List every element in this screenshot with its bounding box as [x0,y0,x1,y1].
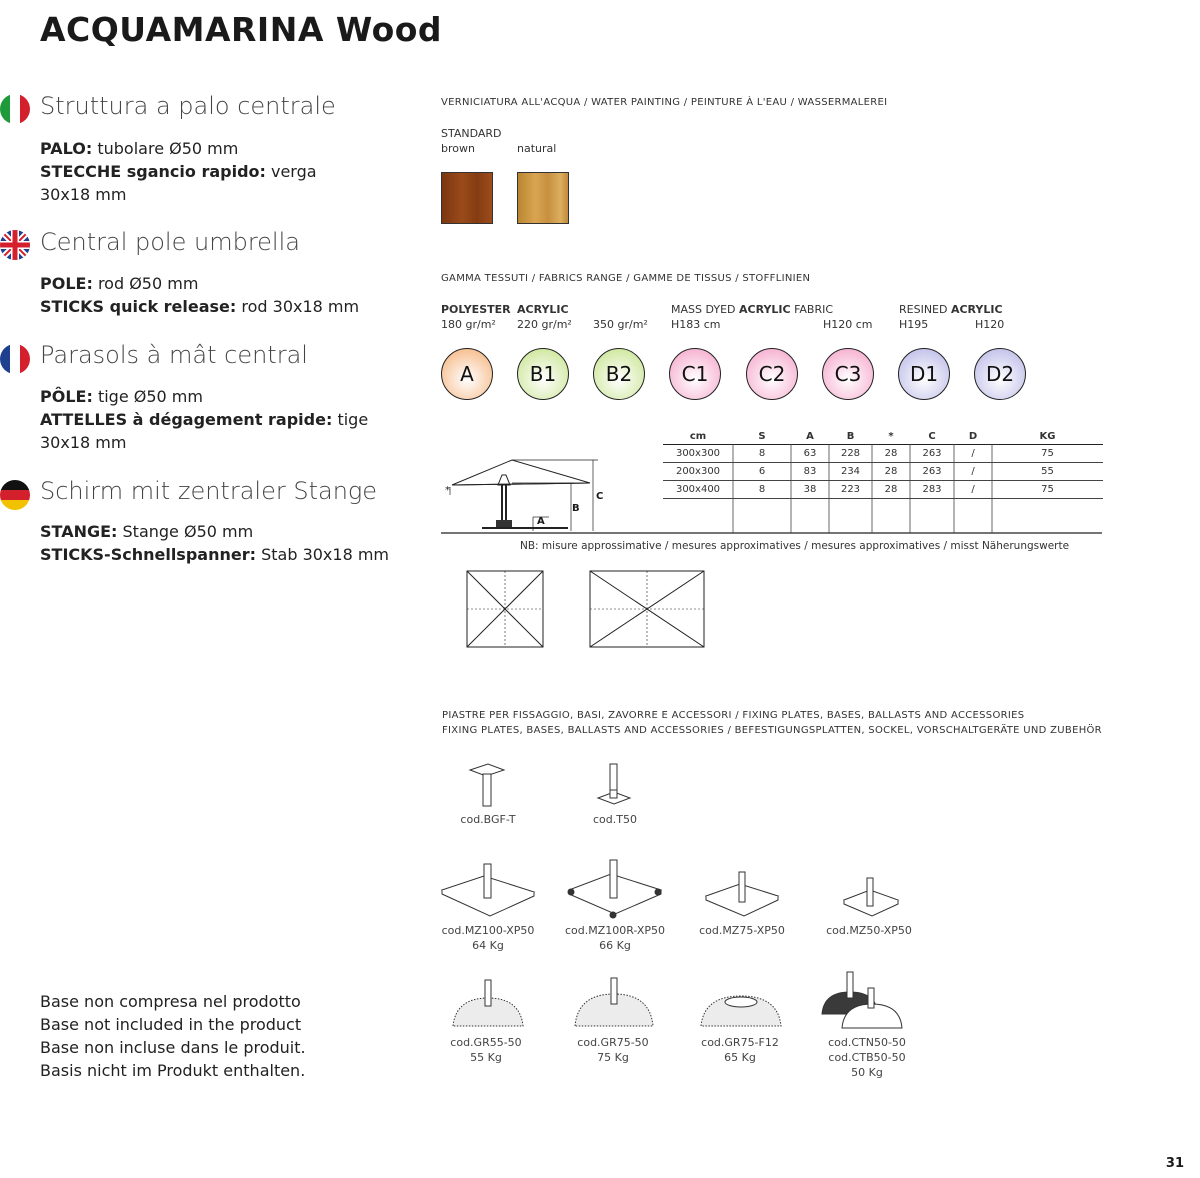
table-cell: 6 [758,466,766,477]
section-body [40,272,359,318]
diagram-label-c: C [596,491,604,502]
base-gr75-icon [572,976,656,1032]
accessory-weight: 66 Kg [599,939,631,952]
fabric-circle: D2 [974,348,1026,400]
table-cell: 28 [884,484,898,495]
spec-value: Stab 30x18 mm [256,545,390,564]
fabric-resined-label [899,303,1003,316]
accessories-heading: FIXING PLATES, BASES, BALLASTS AND ACCESSORIES / BEFESTIGUNGSPLATTEN, SOCKEL, VORSCHALTGERÄTE UND ZUBEHÖR [442,725,1102,736]
section-french [0,341,400,461]
accessory-weight: 50 Kg [851,1066,883,1079]
spec-key: PÔLE: [40,387,93,406]
table-cell: 8 [758,448,766,459]
spec-value: rod 30x18 mm [236,297,360,316]
note-line: Basis nicht im Produkt enthalten. [40,1061,306,1080]
accessory-code: cod.MZ75-XP50 [699,924,785,937]
accessory-code: cod.BGF-T [460,813,516,826]
fabric-circle: A [441,348,493,400]
accessory-code: cod.CTB50-50 [828,1051,906,1064]
section-heading: Schirm mit zentraler Stange [40,477,378,505]
fabric-weight: 350 gr/m² [593,318,648,331]
fabric-polyester-label: POLYESTER [441,303,511,316]
table-cell: 223 [840,484,861,495]
table-cell: 8 [758,484,766,495]
spec-value: tige Ø50 mm [92,387,203,406]
table-header: KG [992,428,1103,445]
fabric-circle: D1 [898,348,950,400]
table-cell: 55 [1041,466,1054,477]
note-line: Base not included in the product [40,1015,302,1034]
label-part: RESINED [899,303,951,316]
note-line: Base non compresa nel prodotto [40,992,301,1011]
label-part: ACRYLIC [738,303,791,316]
section-body [40,520,389,566]
fabric-weight: 220 gr/m² [517,318,572,331]
spec-key: STANGE: [40,522,118,541]
base-not-included-note [40,990,306,1082]
accessory-code: cod.T50 [593,813,637,826]
section-german [0,477,400,577]
natural-swatch [517,172,569,224]
spec-value: rod Ø50 mm [92,274,199,293]
table-cell: 83 [803,466,817,477]
spec-value: Stange Ø50 mm [117,522,254,541]
base-gr75-f12-icon [698,990,784,1032]
diagram-label-star: * [445,485,450,496]
section-heading: Struttura a palo centrale [40,92,336,120]
accessory-code: cod.GR55-50 [450,1036,522,1049]
accessory-weight: 65 Kg [724,1051,756,1064]
fixing-plate-t50-icon [596,762,632,808]
accessory-code: cod.MZ50-XP50 [826,924,912,937]
fabric-circle: B1 [517,348,569,400]
accessories-heading: PIASTRE PER FISSAGGIO, BASI, ZAVORRE E ACCESSORI / FIXING PLATES, BASES, BALLASTS AND ACCESSORIES [442,710,1025,721]
accessory-weight: 55 Kg [470,1051,502,1064]
table-header: A [791,428,829,445]
section-italian [0,92,400,212]
page-number: 31 [1165,1156,1184,1171]
france-flag-icon [0,344,30,374]
canopy-shapes [466,570,706,648]
fabric-weight: 180 gr/m² [441,318,496,331]
fabric-height: H120 [975,318,1005,331]
base-mz100r-icon [565,858,663,920]
accessory-weight: 75 Kg [597,1051,629,1064]
section-english [0,228,400,328]
note-line: Base non incluse dans le produit. [40,1038,306,1057]
table-grid [663,428,1103,534]
page-title: ACQUAMARINA Wood [40,10,443,49]
section-body [40,385,368,454]
brown-swatch [441,172,493,224]
label-part: ACRYLIC [950,303,1003,316]
spec-key: STICKS-Schnellspanner: [40,545,256,564]
section-body [40,137,317,206]
italy-flag-icon [0,94,30,124]
painting-heading: VERNICIATURA ALL'ACQUA / WATER PAINTING / PEINTURE À L'EAU / WASSERMALEREI [441,97,888,108]
table-cell: 28 [884,448,898,459]
table-header: * [872,428,910,445]
base-ctn-ctb-icon [820,970,904,1032]
nb-note: NB: misure approssimative / mesures approximatives / mesures approximatives / misst Näherungswerte [520,540,1070,552]
fabric-height: H183 cm [671,318,721,331]
accessory-code: cod.GR75-50 [577,1036,649,1049]
accessory-code: cod.CTN50-50 [828,1036,906,1049]
table-cell: / [971,466,975,477]
spec-key: STICKS quick release: [40,297,237,316]
table-cell: 63 [803,448,817,459]
accessory-code: cod.MZ100R-XP50 [564,924,666,937]
table-cell: 228 [840,448,861,459]
table-cell: 263 [922,466,942,477]
base-mz50-icon [842,876,900,920]
accessory-code: cod.MZ100-XP50 [441,924,535,937]
table-header: cm [663,428,733,445]
painting-standard-label: STANDARD [441,127,502,140]
label-part: MASS DYED [671,303,739,316]
accessory-weight: 64 Kg [472,939,504,952]
fabric-height: H120 cm [823,318,873,331]
painting-brown-label: brown [441,142,475,155]
table-cell: 75 [1041,448,1054,459]
label-part: FABRIC [790,303,834,316]
spec-key: ATTELLES à dégagement rapide: [40,410,333,429]
base-gr55-icon [450,978,526,1032]
spec-key: STECCHE sgancio rapido: [40,162,266,181]
table-header: D [954,428,992,445]
table-cell: 234 [840,466,861,477]
fabric-height: H195 [899,318,929,331]
table-cell: 75 [1041,484,1054,495]
table-header: C [910,428,954,445]
accessory-code: cod.GR75-F12 [701,1036,779,1049]
section-heading: Parasols à mât central [40,341,308,369]
fabric-circle: C2 [746,348,798,400]
table-cell: / [971,484,975,495]
spec-key: POLE: [40,274,93,293]
painting-natural-label: natural [517,142,557,155]
base-mz100-icon [440,862,536,920]
germany-flag-icon [0,480,30,510]
spec-value: 30x18 mm [40,433,127,452]
table-cell: 200x300 [675,466,721,477]
table-cell: / [971,448,975,459]
fabric-circle: B2 [593,348,645,400]
spec-value: 30x18 mm [40,185,127,204]
fabric-mass-dyed-label [671,303,833,316]
diagram-label-a: A [537,516,545,527]
table-header: B [829,428,872,445]
table-header: S [733,428,791,445]
fabric-acrylic-label: ACRYLIC [517,303,569,316]
spec-value: verga [265,162,317,181]
spec-key: PALO: [40,139,93,158]
table-cell: 263 [922,448,942,459]
uk-flag-icon [0,230,30,260]
diagram-label-b: B [572,503,580,514]
spec-value: tige [332,410,369,429]
table-cell: 283 [922,484,942,495]
fabrics-heading: GAMMA TESSUTI / FABRICS RANGE / GAMME DE TISSUS / STOFFLINIEN [441,273,811,284]
table-cell: 300x300 [675,448,721,459]
spec-value: tubolare Ø50 mm [92,139,239,158]
table-cell: 28 [884,466,898,477]
fabric-circle: C1 [669,348,721,400]
fabric-circle: C3 [822,348,874,400]
fixing-plate-bgf-icon [468,762,508,808]
base-mz75-icon [704,870,780,920]
table-cell: 300x400 [675,484,721,495]
section-heading: Central pole umbrella [40,228,300,256]
table-cell: 38 [803,484,817,495]
